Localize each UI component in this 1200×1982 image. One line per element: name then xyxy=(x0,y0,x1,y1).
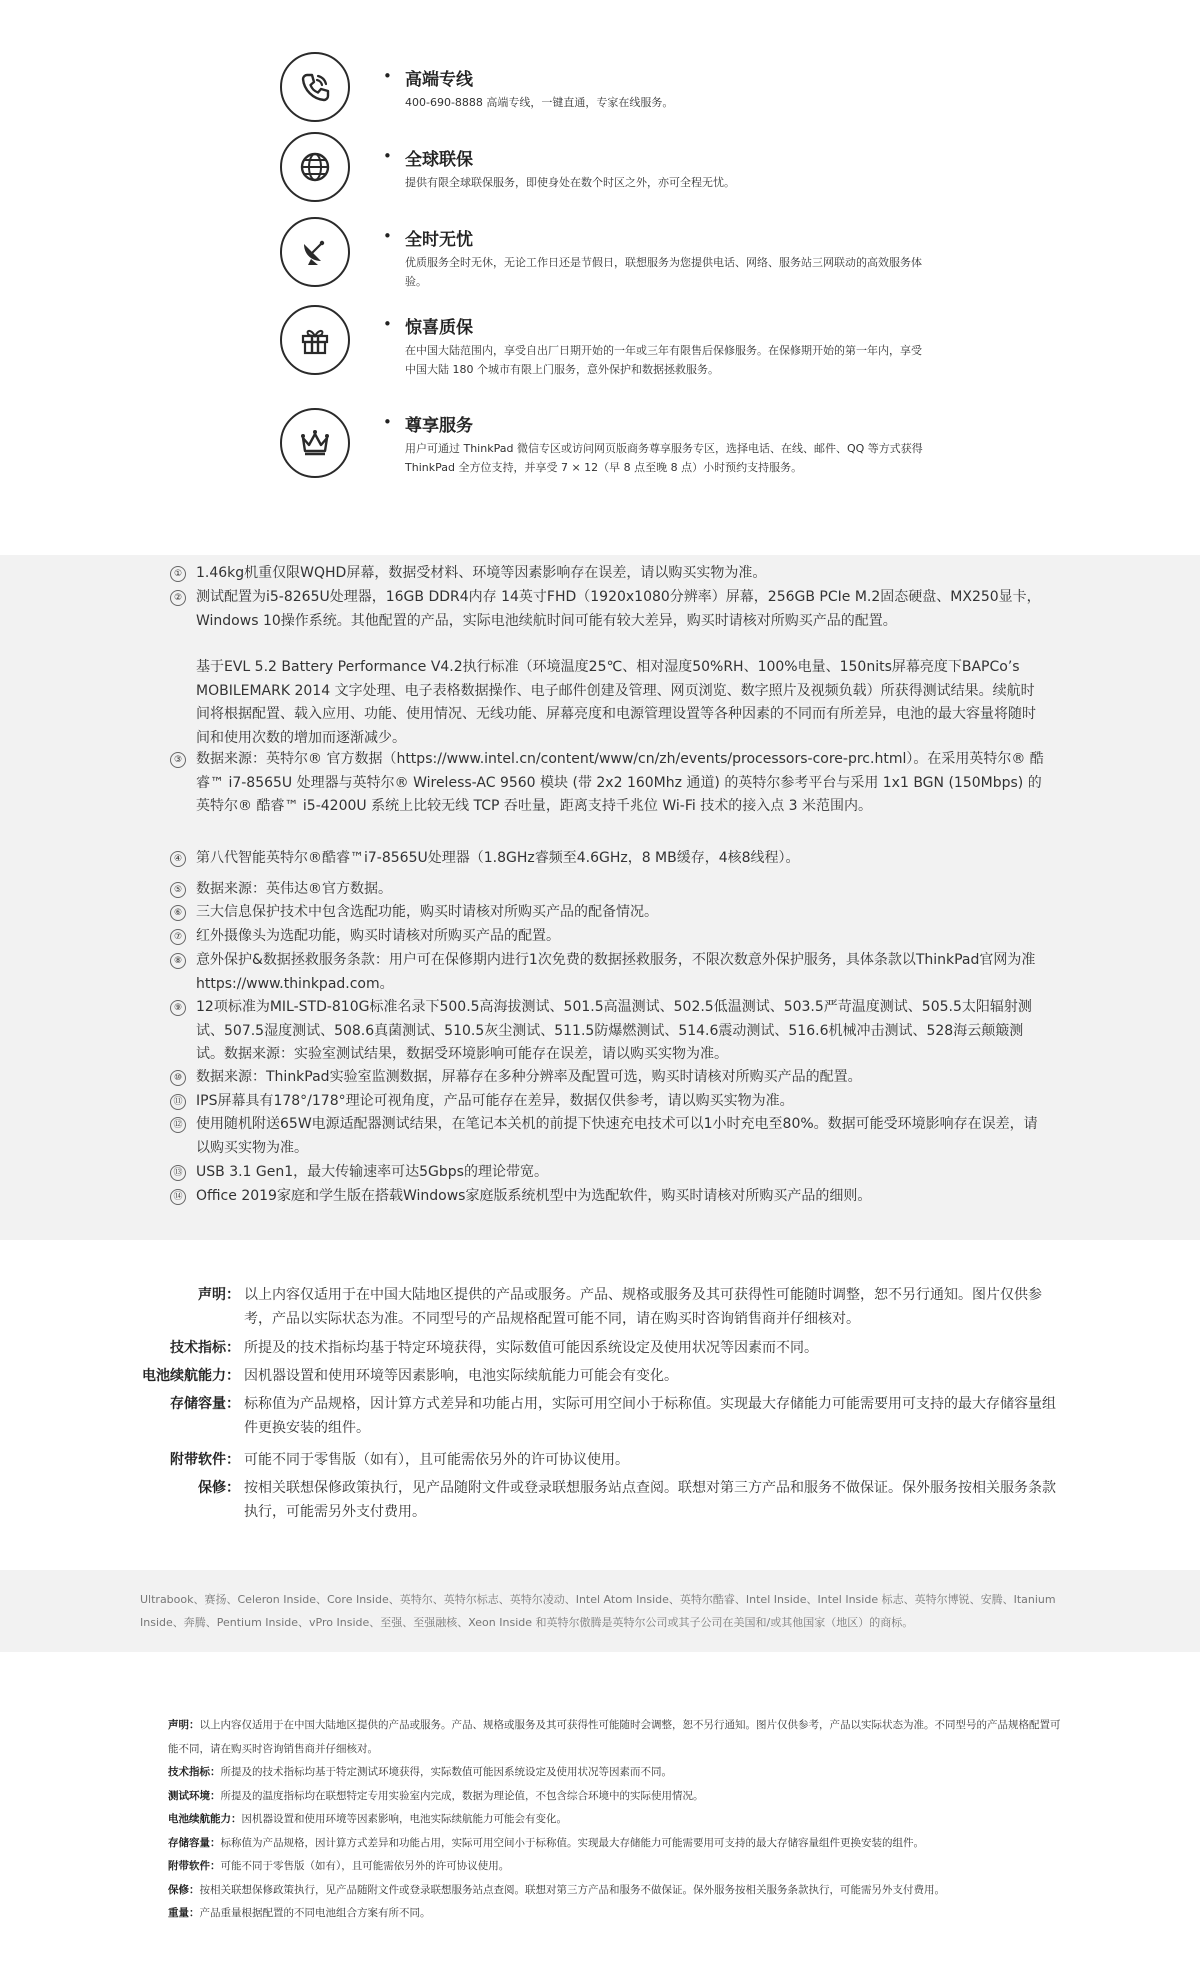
statement-label: 附带软件： xyxy=(170,1452,240,1468)
footnote-number: ⑫ xyxy=(170,1117,186,1133)
service-title: 高端专线 xyxy=(405,70,473,90)
bottom-statement-text: 因机器设置和使用环境等因素影响，电池实际续航能力可能会有变化。 xyxy=(241,1813,567,1825)
trademark-text: Ultrabook、赛扬、Celeron Inside、Core Inside、英特尔、英特尔标志、英特尔凌动、Intel Atom Inside、英特尔酷睿、Intel Inside、Intel Inside 标志、英特尔博锐、安腾、Itanium Inside、奔腾、Pentium Inside、vPro Inside、至强、至强融核、Xeon Inside 和英特尔傲腾是英特尔公司或其子公司在美国和/或其他国家（地区）的商标。 xyxy=(140,1593,1056,1629)
statement-label: 电池续航能力： xyxy=(142,1368,240,1384)
bottom-statement-item xyxy=(168,1832,1068,1856)
bottom-statement-item xyxy=(168,1879,1068,1903)
footnote-text: 1.46kg机重仅限WQHD屏幕，数据受材料、环境等因素影响存在误差，请以购买实物为准。 xyxy=(196,565,767,581)
footnote-number: ④ xyxy=(170,851,186,867)
footnote-number: ⑦ xyxy=(170,929,186,945)
footnote-text: 意外保护&数据拯救服务条款：用户可在保修期内进行1次免费的数据拯救服务，不限次数意外保护服务，具体条款以ThinkPad官网为准https://www.thinkpad.com。 xyxy=(196,952,1036,992)
bottom-statement-item xyxy=(168,1761,1068,1785)
footnote-text: 数据来源：ThinkPad实验室监测数据，屏幕存在多种分辨率及配置可选，购买时请核对所购买产品的配置。 xyxy=(196,1069,862,1085)
bottom-statement-text: 产品重量根据配置的不同电池组合方案有所不同。 xyxy=(199,1907,431,1919)
footnote-number: ① xyxy=(170,566,186,582)
footnote-number: ⑨ xyxy=(170,1000,186,1016)
globe-icon xyxy=(280,132,350,202)
statement-label: 技术指标： xyxy=(170,1340,240,1356)
footnote-text: 数据来源：英特尔® 官方数据（https://www.intel.cn/content/www/cn/zh/events/processors-core-prc.html）。在采用英特尔® 酷睿™ i7-8565U 处理器与英特尔® Wireless-AC 9560 模块 (带 2x2 160Mhz 通道) 的英特尔参考平台与采用 1x1 BGN (150Mbps) 的英特尔® 酷睿™ i5-4200U 系统上比较无线 TCP 吞吐量，距离支持千兆位 Wi-Fi 技术的接入点 3 米范围内。 xyxy=(196,751,1044,814)
bottom-statement-text: 所提及的温度指标均在联想特定专用实验室内完成，数据为理论值，不包含综合环境中的实际使用情况。 xyxy=(220,1790,704,1802)
footnote-number: ⑤ xyxy=(170,882,186,898)
footnotes-section xyxy=(0,555,1200,1240)
service-desc: 用户可通过 ThinkPad 微信专区或访问网页版商务尊享服务专区，选择电话、在线、邮件、QQ 等方式获得 ThinkPad 全方位支持，并享受 7 × 12（早 8 点至晚 8 点）小时预约支持服务。 xyxy=(405,442,923,474)
bottom-statement-text: 所提及的技术指标均基于特定测试环境获得，实际数值可能因系统设定及使用状况等因素而不同。 xyxy=(220,1766,672,1778)
service-title: 全时无忧 xyxy=(405,230,473,250)
statements-section xyxy=(0,1240,1200,1570)
bottom-statement-label: 测试环境： xyxy=(168,1790,221,1802)
statement-text: 因机器设置和使用环境等因素影响，电池实际续航能力可能会有变化。 xyxy=(244,1368,678,1384)
service-desc: 400-690-8888 高端专线，一键直通，专家在线服务。 xyxy=(405,96,674,109)
bottom-statement-item xyxy=(168,1855,1068,1879)
footnote-text: 三大信息保护技术中包含选配功能，购买时请核对所购买产品的配备情况。 xyxy=(196,904,658,920)
footnote-text: 第八代智能英特尔®酷睿™i7-8565U处理器（1.8GHz睿频至4.6GHz，8 MB缓存，4核8线程）。 xyxy=(196,850,800,866)
footnote-text: 使用随机附送65W电源适配器测试结果，在笔记本关机的前提下快速充电技术可以1小时充电至80%。数据可能受环境影响存在误差，请以购买实物为准。 xyxy=(196,1116,1038,1156)
footnote-number: ⑬ xyxy=(170,1165,186,1181)
footnote-text: 数据来源：英伟达®官方数据。 xyxy=(196,881,392,897)
statement-label: 存储容量： xyxy=(170,1396,240,1412)
bottom-statement-text: 可能不同于零售版（如有），且可能需依另外的许可协议使用。 xyxy=(220,1860,510,1872)
footnote-text: 测试配置为i5-8265U处理器，16GB DDR4内存 14英寸FHD（1920x1080分辨率）屏幕，256GB PCIe M.2固态硬盘、MX250显卡，Windows 10操作系统。其他配置的产品，实际电池续航时间可能有较大差异，购买时请核对所购买产品的配置。 xyxy=(196,589,1041,629)
trademark-section xyxy=(0,1570,1200,1652)
bottom-statement-label: 附带软件： xyxy=(168,1860,221,1872)
footnote-text: 基于EVL 5.2 Battery Performance V4.2执行标准（环境温度25℃、相对湿度50%RH、100%电量、150nits屏幕亮度下BAPCo’s MOBILEMARK 2014 文字处理、电子表格数据操作、电子邮件创建及管理、网页浏览、数字照片及视频负载）所获得测试结果。续航时间将根据配置、载入应用、功能、使用情况、无线功能、屏幕亮度和电源管理设置等各种因素的不同而有所差异，电池的最大容量将随时间和使用次数的增加而逐渐减少。 xyxy=(196,659,1036,746)
statement-label: 保修： xyxy=(198,1480,240,1496)
services-section xyxy=(0,0,1200,555)
footnote-number: ② xyxy=(170,590,186,606)
bottom-statement-text: 按相关联想保修政策执行，见产品随附文件或登录联想服务站点查阅。联想对第三方产品和服务不做保证。保外服务按相关服务条款执行，可能需另外支付费用。 xyxy=(199,1884,945,1896)
footnote-text: 12项标准为MIL-STD-810G标准名录下500.5高海拔测试、501.5高温测试、502.5低温测试、503.5严苛温度测试、505.5太阳辐射测试、507.5湿度测试、508.6真菌测试、510.5灰尘测试、511.5防爆燃测试、514.6震动测试、516.6机械冲击测试、528海云颠簸测试。数据来源：实验室测试结果，数据受环境影响可能存在误差，请以购买实物为准。 xyxy=(196,999,1032,1062)
service-bullet: • xyxy=(383,147,392,165)
footnote-text: USB 3.1 Gen1，最大传输速率可达5Gbps的理论带宽。 xyxy=(196,1164,548,1180)
statement-label: 声明： xyxy=(198,1287,240,1303)
bottom-statement-item xyxy=(168,1808,1068,1832)
bottom-statement-text: 以上内容仅适用于在中国大陆地区提供的产品或服务。产品、规格或服务及其可获得性可能随时会调整，恕不另行通知。图片仅供参考，产品以实际状态为准。不同型号的产品规格配置可能不同，请在购买时咨询销售商并仔细核对。 xyxy=(168,1719,1061,1755)
statement-text: 以上内容仅适用于在中国大陆地区提供的产品或服务。产品、规格或服务及其可获得性可能随时调整，恕不另行通知。图片仅供参考，产品以实际状态为准。不同型号的产品规格配置可能不同，请在购买时咨询销售商并仔细核对。 xyxy=(244,1287,1042,1327)
statement-text: 所提及的技术指标均基于特定环境获得，实际数值可能因系统设定及使用状况等因素而不同。 xyxy=(244,1340,818,1356)
service-bullet: • xyxy=(383,227,392,245)
footnote-number: ⑩ xyxy=(170,1070,186,1086)
bottom-statement-label: 重量： xyxy=(168,1907,200,1919)
satellite-dish-icon xyxy=(280,217,350,287)
service-desc: 在中国大陆范围内，享受自出厂日期开始的一年或三年有限售后保修服务。在保修期开始的第一年内，享受中国大陆 180 个城市有限上门服务，意外保护和数据拯救服务。 xyxy=(405,344,922,376)
service-bullet: • xyxy=(383,413,392,431)
footnote-text: 红外摄像头为选配功能，购买时请核对所购买产品的配置。 xyxy=(196,928,560,944)
footnote-number: ⑭ xyxy=(170,1189,186,1205)
footnote-number: ⑪ xyxy=(170,1094,186,1110)
bottom-statement-label: 声明： xyxy=(168,1719,200,1731)
service-title: 全球联保 xyxy=(405,150,473,170)
crown-icon xyxy=(280,408,350,478)
statement-text: 可能不同于零售版（如有），且可能需依另外的许可协议使用。 xyxy=(244,1452,629,1468)
service-desc: 提供有限全球联保服务，即使身处在数个时区之外，亦可全程无忧。 xyxy=(405,176,735,189)
statement-text: 按相关联想保修政策执行，见产品随附文件或登录联想服务站点查阅。联想对第三方产品和服务不做保证。保外服务按相关服务条款执行，可能需另外支付费用。 xyxy=(244,1480,1056,1520)
footnote-number: ⑥ xyxy=(170,905,186,921)
footnote-text: IPS屏幕具有178°/178°理论可视角度，产品可能存在差异，数据仅供参考，请以购买实物为准。 xyxy=(196,1093,794,1109)
footnote-text: Office 2019家庭和学生版在搭载Windows家庭版系统机型中为选配软件，购买时请核对所购买产品的细则。 xyxy=(196,1188,872,1204)
bottom-statement-label: 电池续航能力： xyxy=(168,1813,242,1825)
bottom-statement-item xyxy=(168,1714,1068,1761)
bottom-statement-text: 标称值为产品规格，因计算方式差异和功能占用，实际可用空间小于标称值。实现最大存储能力可能需要用可支持的最大存储容量组件更换安装的组件。 xyxy=(220,1837,924,1849)
bottom-statements-section xyxy=(0,1652,1200,1982)
phone-icon xyxy=(280,52,350,122)
footnote-number: ③ xyxy=(170,752,186,768)
service-bullet: • xyxy=(383,315,392,333)
bottom-statement-label: 技术指标： xyxy=(168,1766,221,1778)
footnote-number: ⑧ xyxy=(170,953,186,969)
service-desc: 优质服务全时无休，无论工作日还是节假日，联想服务为您提供电话、网络、服务站三网联动的高效服务体验。 xyxy=(405,256,922,288)
bottom-statement-label: 存储容量： xyxy=(168,1837,221,1849)
service-title: 惊喜质保 xyxy=(405,318,473,338)
bottom-statement-item xyxy=(168,1902,1068,1926)
service-bullet: • xyxy=(383,67,392,85)
bottom-statement-item xyxy=(168,1785,1068,1809)
bottom-statement-label: 保修： xyxy=(168,1884,200,1896)
service-title: 尊享服务 xyxy=(405,416,473,436)
gift-icon xyxy=(280,305,350,375)
statement-text: 标称值为产品规格，因计算方式差异和功能占用，实际可用空间小于标称值。实现最大存储能力可能需要用可支持的最大存储容量组件更换安装的组件。 xyxy=(244,1396,1056,1436)
